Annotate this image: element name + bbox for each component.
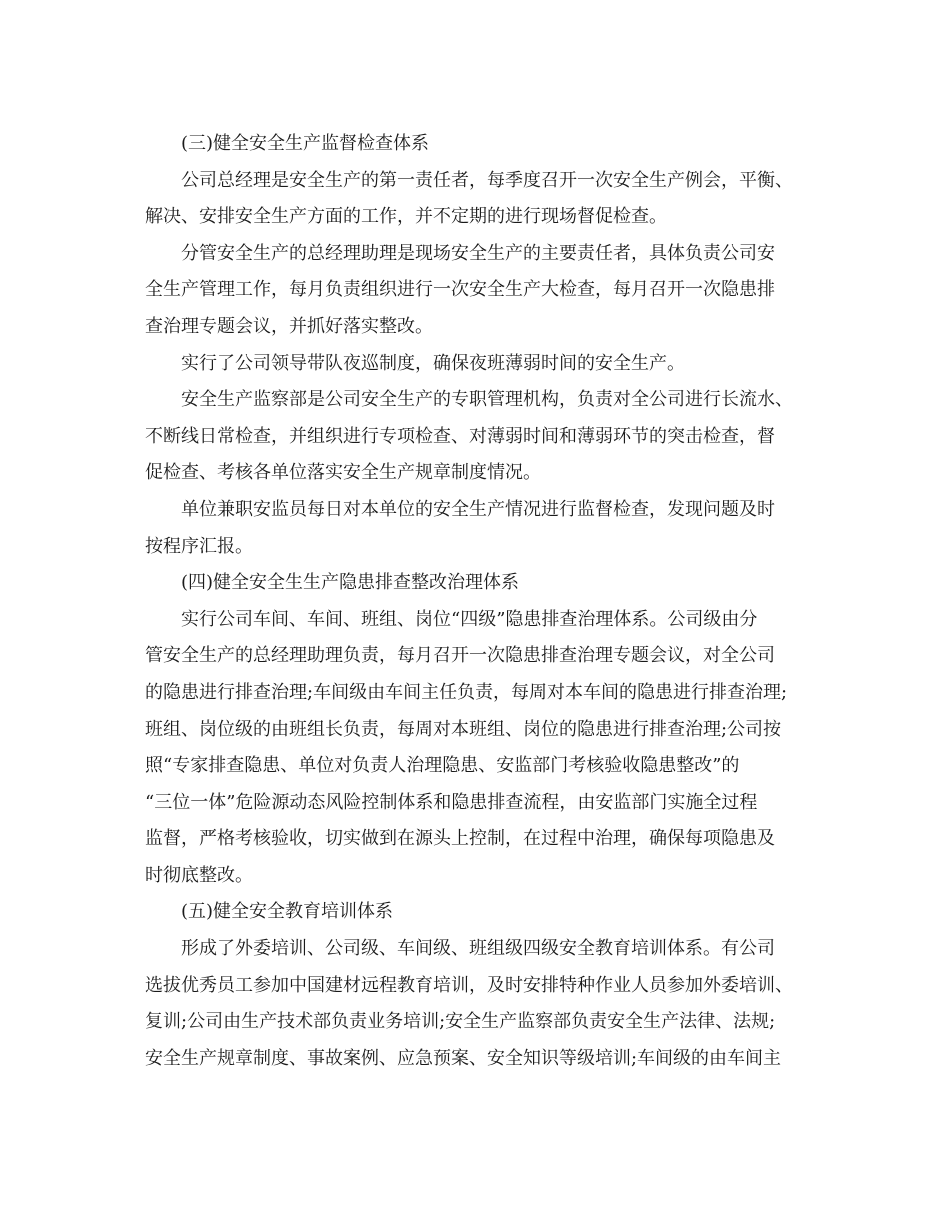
section-heading: (三)健全安全生产监督检查体系: [181, 133, 430, 154]
document-body: [145, 126, 813, 1077]
paragraph-line: 解决、安排安全生产方面的工作，并不定期的进行现场督促检查。: [145, 206, 667, 228]
paragraph-line: 公司总经理是安全生产的第一责任者，每季度召开一次安全生产例会，平衡、: [181, 169, 793, 191]
paragraph-line: 安全生产监察部是公司安全生产的专职管理机构，负责对全公司进行长流水、: [181, 389, 793, 411]
paragraph-line: 按程序汇报。: [145, 535, 253, 557]
paragraph-line: 班组、岗位级的由班组长负责，每周对本班组、岗位的隐患进行排查治理;公司按: [145, 718, 782, 740]
section-heading: (四)健全安全生生产隐患排查整改治理体系: [181, 572, 520, 594]
paragraph-line: 分管安全生产的总经理助理是现场安全生产的主要责任者，具体负责公司安: [181, 242, 775, 264]
paragraph-line: 监督，严格考核验收，切实做到在源头上控制，在过程中治理，确保每项隐患及: [145, 828, 775, 850]
paragraph-line: 形成了外委培训、公司级、车间级、班组级四级安全教育培训体系。有公司: [181, 938, 775, 960]
paragraph-line: 时彻底整改。: [145, 864, 253, 886]
paragraph-line: 安全生产规章制度、事故案例、应急预案、安全知识等级培训;车间级的由车间主: [145, 1047, 782, 1069]
paragraph-line: 全生产管理工作，每月负责组织进行一次安全生产大检查，每月召开一次隐患排: [145, 279, 775, 301]
paragraph-line: 选拔优秀员工参加中国建材远程教育培训，及时安排特种作业人员参加外委培训、: [145, 974, 793, 996]
paragraph-line: “三位一体”危险源动态风险控制体系和隐患排查流程，由安监部门实施全过程: [145, 791, 758, 813]
paragraph-line: 实行了公司领导带队夜巡制度，确保夜班薄弱时间的安全生产。: [181, 352, 685, 374]
paragraph-line: 复训;公司由生产技术部负责业务培训;安全生产监察部负责安全生产法律、法规;: [145, 1011, 776, 1033]
paragraph-line: 促检查、考核各单位落实安全生产规章制度情况。: [145, 462, 541, 484]
paragraph-line: 照“专家排查隐患、单位对负责人治理隐患、安监部门考核验收隐患整改”的: [145, 755, 740, 777]
paragraph-line: 的隐患进行排查治理;车间级由车间主任负责，每周对本车间的隐患进行排查治理;: [145, 681, 788, 703]
paragraph-line: 查治理专题会议，并抓好落实整改。: [145, 315, 433, 337]
paragraph-line: 不断线日常检查，并组织进行专项检查、对薄弱时间和薄弱环节的突击检查，督: [145, 425, 775, 447]
paragraph-line: 实行公司车间、车间、班组、岗位“四级”隐患排查治理体系。公司级由分: [181, 608, 758, 630]
paragraph-line: 管安全生产的总经理助理负责，每月召开一次隐患排查治理专题会议，对全公司: [145, 645, 775, 667]
section-heading: (五)健全安全教育培训体系: [181, 901, 394, 923]
paragraph-line: 单位兼职安监员每日对本单位的安全生产情况进行监督检查，发现问题及时: [181, 498, 775, 520]
